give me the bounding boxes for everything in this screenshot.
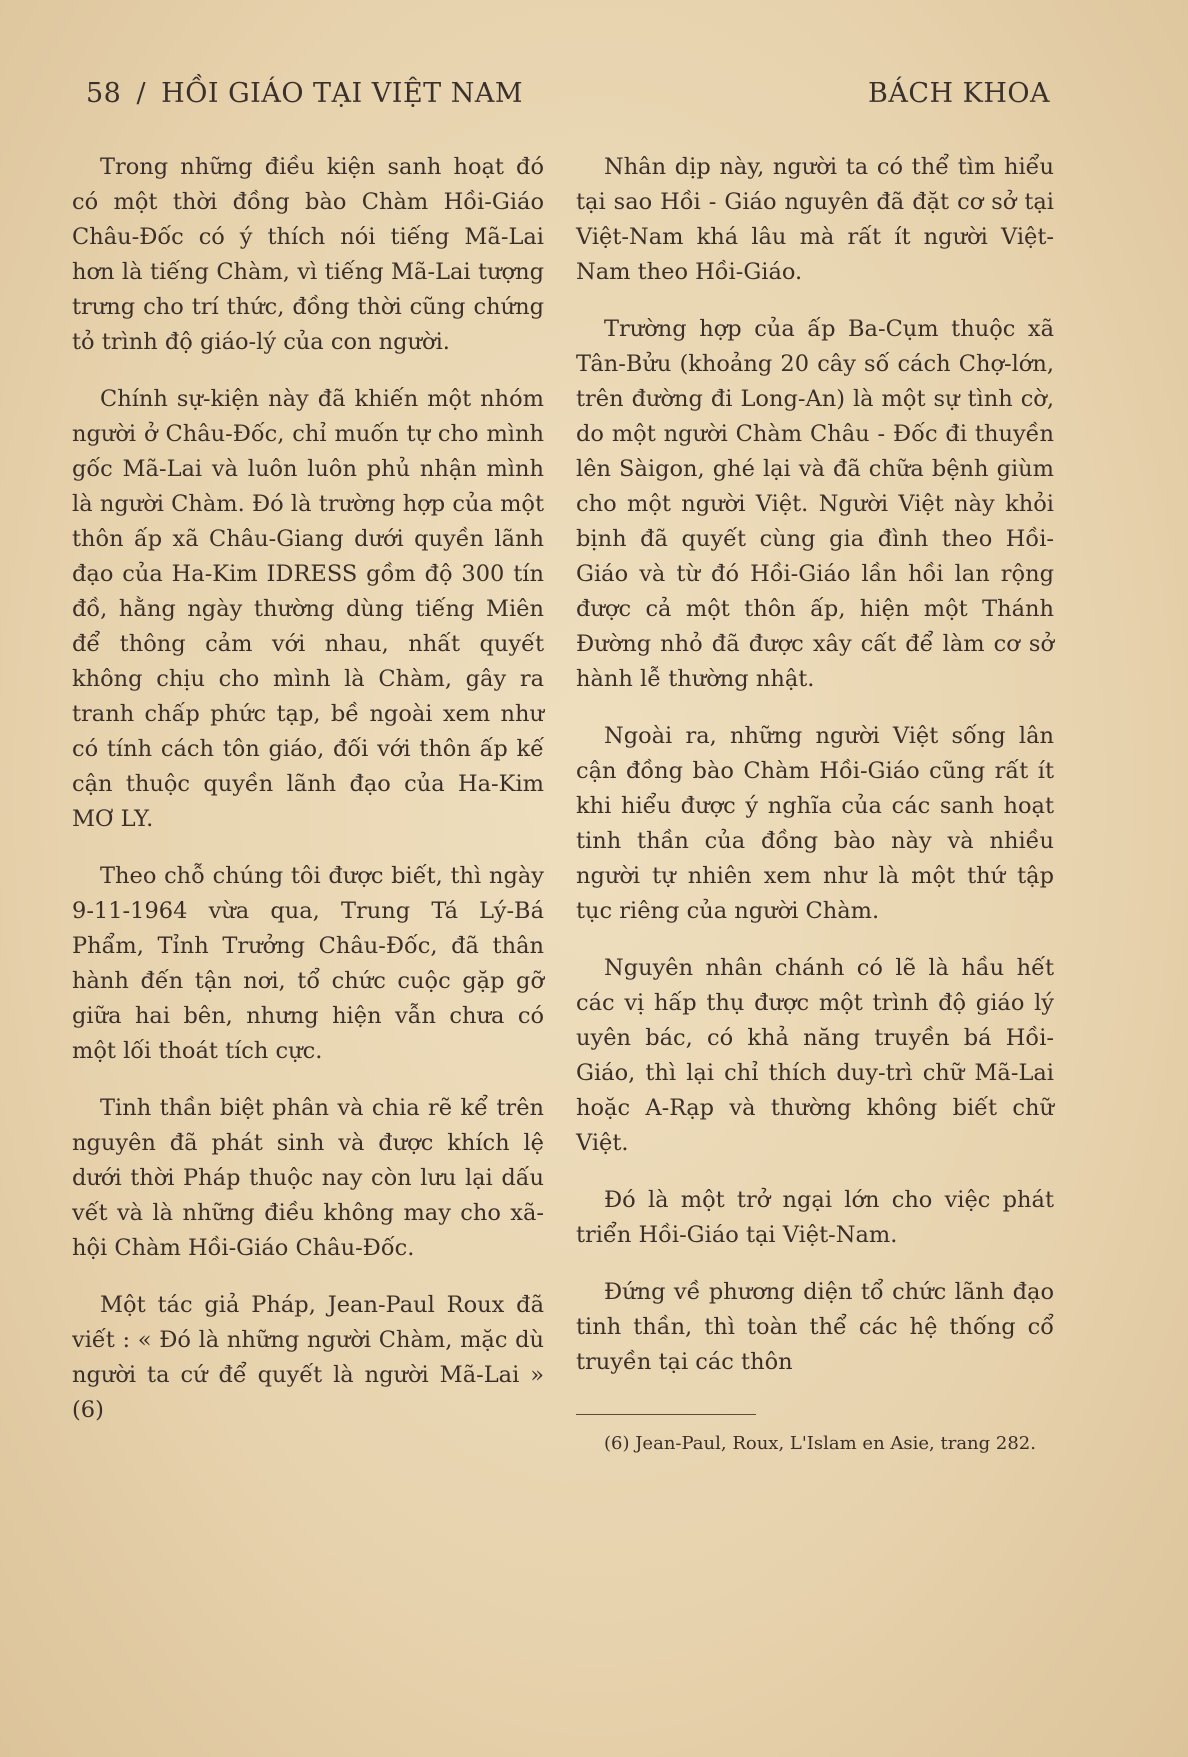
header-left — [86, 78, 529, 109]
footnote-divider — [576, 1414, 756, 1415]
paragraph: Một tác giả Pháp, Jean-Paul Roux đã viết : « Đó là những người Chàm, mặc dù người ta cứ để quyết là người Mã-Lai » (6) — [72, 1292, 544, 1423]
left-column — [72, 150, 544, 1450]
header-separator: / — [136, 78, 147, 109]
paragraph: Tinh thần biệt phân và chia rẽ kể trên nguyên đã phát sinh và được khích lệ dưới thời Pháp thuộc nay còn lưu lại dấu vết và là những điều không may cho xã-hội Chàm Hồi-Giáo Châu-Đốc. — [72, 1095, 544, 1261]
paragraph: Chính sự-kiện này đã khiến một nhóm người ở Châu-Đốc, chỉ muốn tự cho mình gốc Mã-Lai và luôn luôn phủ nhận mình là người Chàm. Đó là trường hợp của một thôn ấp xã Châu-Giang dưới quyền lãnh đạo của Ha-Kim IDRESS gồm độ 300 tín đồ, hằng ngày thường dùng tiếng Miên để thông cảm với nhau, nhất quyết không chịu cho mình là Chàm, gây ra tranh chấp phức tạp, bề ngoài xem như có tính cách tôn giáo, đối với thôn ấp kế cận thuộc quyền lãnh đạo của Ha-Kim MƠ LY. — [72, 386, 544, 832]
page-number: 58 — [86, 78, 122, 109]
paragraph: Theo chỗ chúng tôi được biết, thì ngày 9-11-1964 vừa qua, Trung Tá Lý-Bá Phẩm, Tỉnh Trưởng Châu-Đốc, đã thân hành đến tận nơi, tổ chức cuộc gặp gỡ giữa hai bên, nhưng hiện vẫn chưa có một lối thoát tích cực. — [72, 863, 544, 1064]
paragraph: Nguyên nhân chánh có lẽ là hầu hết các vị hấp thụ được một trình độ giáo lý uyên bác, có khả năng truyền bá Hồi-Giáo, thì lại chỉ thích duy-trì chữ Mã-Lai hoặc A-Rạp và thường không biết chữ Việt. — [576, 955, 1054, 1156]
page-header — [86, 78, 1050, 109]
right-column — [576, 150, 1054, 1481]
footnote: (6) Jean-Paul, Roux, L'Islam en Asie, trang 282. — [604, 1433, 1036, 1454]
paragraph: Nhân dịp này, người ta có thể tìm hiểu tại sao Hồi - Giáo nguyên đã đặt cơ sở tại Việt-Nam khá lâu mà rất ít người Việt-Nam theo Hồi-Giáo. — [576, 154, 1054, 285]
running-title: HỒI GIÁO TẠI VIỆT NAM — [161, 78, 524, 109]
paragraph: Đó là một trở ngại lớn cho việc phát triển Hồi-Giáo tại Việt-Nam. — [576, 1187, 1054, 1248]
paragraph: Trong những điều kiện sanh hoạt đó có một thời đồng bào Chàm Hồi-Giáo Châu-Đốc có ý thích nói tiếng Mã-Lai hơn là tiếng Chàm, vì tiếng Mã-Lai tượng trưng cho trí thức, đồng thời cũng chứng tỏ trình độ giáo-lý của con người. — [72, 154, 544, 355]
paragraph: Đứng về phương diện tổ chức lãnh đạo tinh thần, thì toàn thể các hệ thống cổ truyền tại các thôn — [576, 1279, 1054, 1375]
paragraph: Ngoài ra, những người Việt sống lân cận đồng bào Chàm Hồi-Giáo cũng rất ít khi hiểu được ý nghĩa của các sanh hoạt tinh thần của đồng bào này và nhiều người tự nhiên xem như là một thứ tập tục riêng của người Chàm. — [576, 723, 1054, 924]
paragraph: Trường hợp của ấp Ba-Cụm thuộc xã Tân-Bửu (khoảng 20 cây số cách Chợ-lớn, trên đường đi Long-An) là một sự tình cờ, do một người Chàm Châu - Đốc đi thuyền lên Sàigon, ghé lại và đã chữa bệnh giùm cho một người Việt. Người Việt này khỏi bịnh đã quyết cùng gia đình theo Hồi-Giáo và từ đó Hồi-Giáo lần hồi lan rộng được cả một thôn ấp, hiện một Thánh Đường nhỏ đã được xây cất để làm cơ sở hành lễ thường nhật. — [576, 316, 1054, 692]
journal-name: BÁCH KHOA — [868, 78, 1050, 109]
